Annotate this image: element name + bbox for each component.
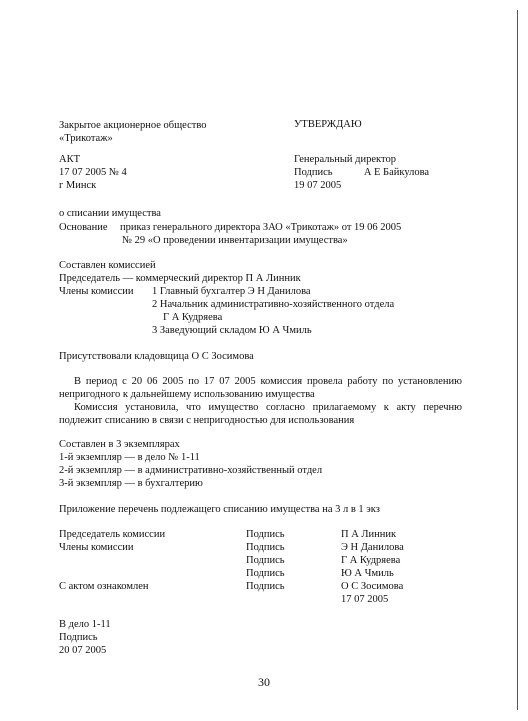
page-number: 30 <box>258 675 270 689</box>
commission-members-label: Члены комиссии <box>59 286 134 297</box>
copies-block <box>59 438 322 490</box>
filing-note <box>59 618 111 657</box>
signature-word-3: Подпись <box>246 555 285 566</box>
filing-case: В дело 1-11 <box>59 619 111 630</box>
copy-2: 2-й экземпляр — в административно-хозяйственный отдел <box>59 465 323 476</box>
commission-composed: Составлен комиссией <box>59 260 156 271</box>
signature-member-2-name: Г А Кудряева <box>341 555 401 566</box>
signature-members-label: Члены комиссии <box>59 542 134 553</box>
signature-acquainted-date: 17 07 2005 <box>341 594 389 605</box>
body-paragraph-2: Комиссия установила, что имущество согласно прилагаемому к акту перечню подлежит списанию в связи с непригодностью для использования <box>59 402 462 426</box>
organization-name: Закрытое акционерное общество <box>59 120 207 131</box>
approval-position: Генеральный директор <box>294 154 396 165</box>
commission-member-2-name: Г А Кудряева <box>163 312 223 323</box>
scan-edge-line <box>517 10 518 710</box>
approval-signature-row <box>294 166 429 179</box>
signature-names <box>341 528 404 606</box>
signature-chairman-name: П А Линник <box>341 529 397 540</box>
copy-1: 1-й экземпляр — в дело № 1-11 <box>59 452 200 463</box>
commission-member-1: 1 Главный бухгалтер Э Н Данилова <box>152 286 311 297</box>
document-header <box>59 153 127 192</box>
organization-block <box>59 119 207 145</box>
document-place: г Минск <box>59 180 97 191</box>
basis-text-line1: приказ генерального директора ЗАО «Трикотаж» от 19 06 2005 <box>120 222 402 233</box>
signature-acquainted-label: С актом ознакомлен <box>59 581 149 592</box>
body-paragraph-1: В период с 20 06 2005 по 17 07 2005 комиссия провела работу по установлению непригодного к дальнейшему использованию имущества <box>59 376 462 400</box>
approval-signer: А Е Байкулова <box>363 167 430 178</box>
present-persons: Присутствовали кладовщица О С Зосимова <box>59 351 254 362</box>
basis-label: Основание <box>59 222 108 233</box>
commission-member-2: 2 Начальник административно-хозяйственного отдела <box>152 299 395 310</box>
signature-chairman-label: Председатель комиссии <box>59 529 166 540</box>
copy-3: 3-й экземпляр — в бухгалтерию <box>59 478 203 489</box>
document-subject: о списании имущества <box>59 208 161 219</box>
signature-member-1-name: Э Н Данилова <box>341 542 404 553</box>
approval-date: 19 07 2005 <box>294 180 342 191</box>
copies-title: Составлен в 3 экземплярах <box>59 439 180 450</box>
signature-word-1: Подпись <box>246 529 285 540</box>
signature-member-3-name: Ю А Чмиль <box>341 568 394 579</box>
basis-text-line2: № 29 «О проведении инвентаризации имущества» <box>122 235 348 246</box>
signature-acquainted-name: О С Зосимова <box>341 581 404 592</box>
signature-word-5: Подпись <box>246 581 285 592</box>
document-type: АКТ <box>59 154 80 165</box>
appendix-note: Приложение перечень подлежащего списанию имущества на 3 л в 1 экз <box>59 504 380 515</box>
filing-date: 20 07 2005 <box>59 645 107 656</box>
organization-brand: «Трикотаж» <box>59 133 113 144</box>
signature-word-2: Подпись <box>246 542 285 553</box>
approval-block <box>294 153 429 192</box>
signature-word-4: Подпись <box>246 568 285 579</box>
document-date-number: 17 07 2005 № 4 <box>59 167 127 178</box>
signature-words <box>246 528 285 593</box>
signature-spacer-1 <box>59 554 165 567</box>
approval-title: УТВЕРЖДАЮ <box>294 119 362 130</box>
commission-member-3: 3 Заведующий складом Ю А Чмиль <box>152 325 312 336</box>
approval-signature-label: Подпись <box>294 167 333 178</box>
commission-chairman: Председатель — коммерческий директор П А Линник <box>59 273 301 284</box>
filing-signature: Подпись <box>59 632 98 643</box>
signature-labels <box>59 528 165 593</box>
signature-spacer-2 <box>59 567 165 580</box>
